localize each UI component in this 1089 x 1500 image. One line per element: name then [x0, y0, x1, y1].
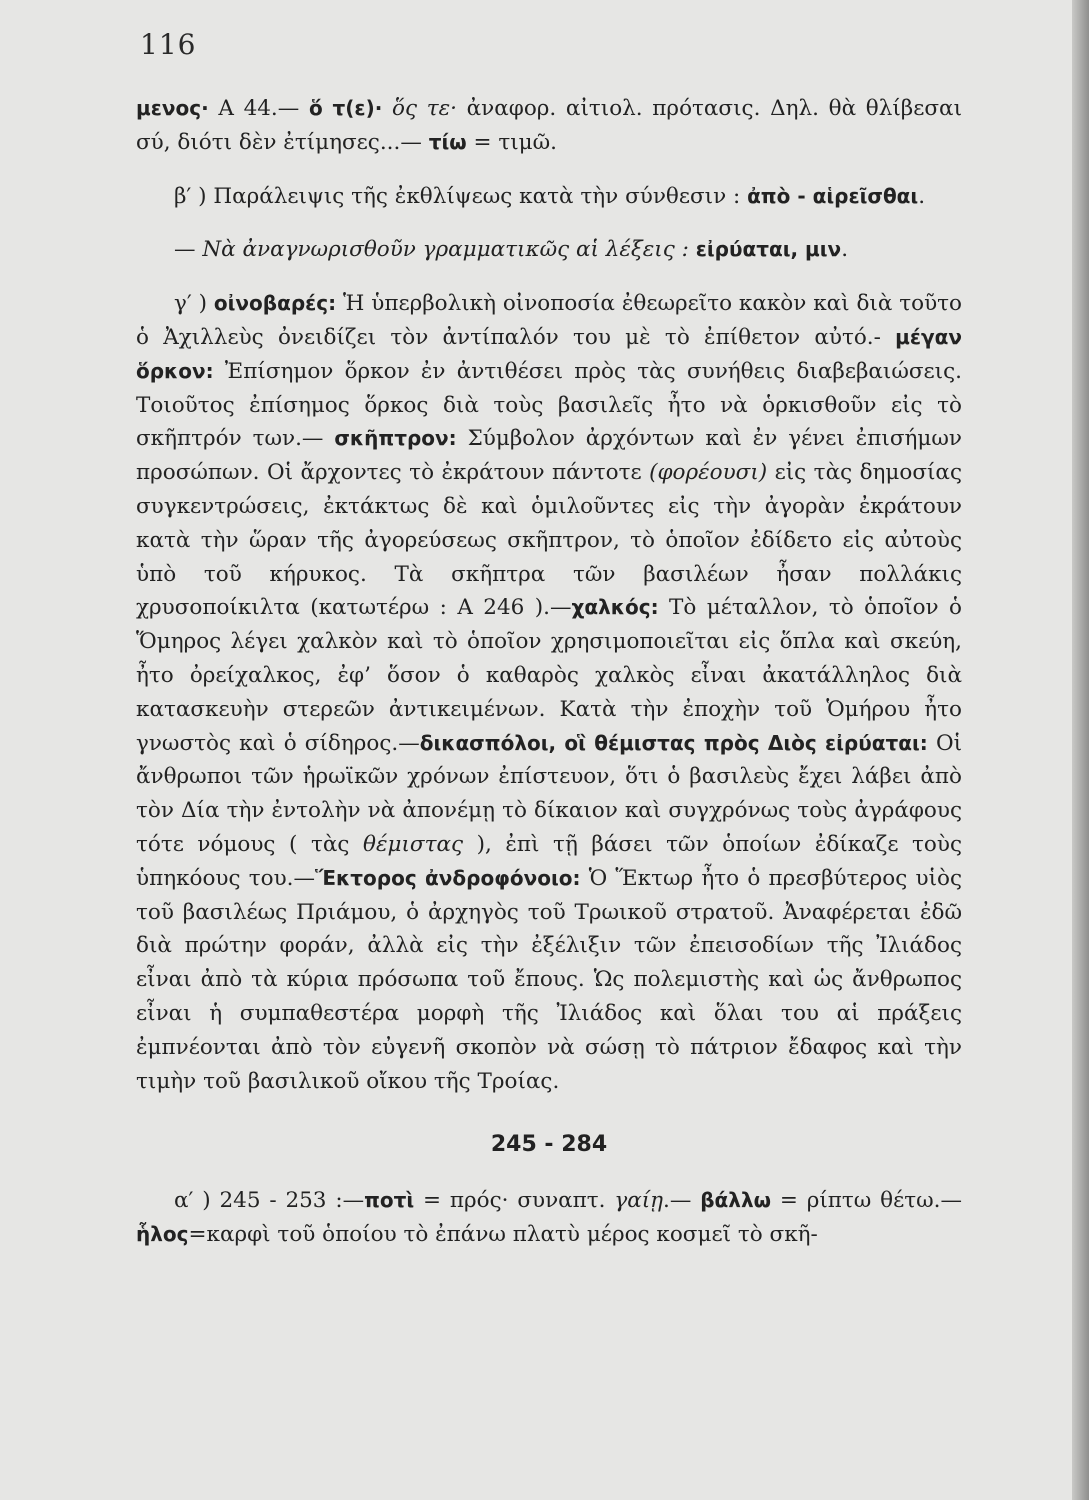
bold-term: τίω [428, 129, 467, 154]
text-run: = πρός· συναπτ. [414, 1188, 615, 1214]
book-binding-edge [1072, 0, 1089, 1500]
bold-term: μέγαν ὅρκον: [136, 324, 962, 383]
text-run: . [841, 237, 849, 263]
text-run: Ἐπίσημον ὅρκον ἐν ἀντιθέσει πρὸς τὰς συνήθεις διαβεβαιώσεις. Τοιοῦτος ἐπίσημος ὅρκος διὰ τοὺς βασιλεῖς ἦτο νὰ ὁρκισθοῦν εἰς τὸ σκῆπτρόν των.— [136, 358, 962, 452]
text-run: γ′ ) [174, 291, 214, 317]
bold-term: βάλλω [700, 1188, 771, 1213]
text-run: Ὁ Ἕκτωρ ἦτο ὁ πρεσβύτερος υἱὸς τοῦ βασιλέως Πριάμου, ὁ ἀρχηγὸς τοῦ Τρωικοῦ στρατοῦ. Ἀναφέρεται ἐδῶ διὰ πρώτην φοράν, ἀλλὰ εἰς τὴν ἐξέλιξιν τῶν ἐπεισοδίων τῆς Ἰλιάδος εἶναι ἀπὸ τὰ κύρια πρόσωπα τοῦ ἔπους. Ὡς πολεμιστὴς καὶ ὡς ἄνθρωπος εἶναι ἡ συμπαθεστέρα μορφὴ τῆς Ἰλιάδος καὶ ὅλαι του αἱ πράξεις ἐμπνέονται ἀπὸ τὸν εὐγενῆ σκοπὸν νὰ σώσῃ τὸ πάτριον ἔδαφος καὶ τὴν τιμὴν τοῦ βασιλικοῦ οἴκου τῆς Τροίας. [136, 865, 962, 1094]
text-run: Ἡ ὑπερβολικὴ οἰνοποσία ἐθεωρεῖτο κακὸν καὶ διὰ τοῦτο ὁ Ἀχιλλεὺς ὀνειδίζει τὸν ἀντίπαλόν του μὲ τὸ ἐπίθετον αὐτό.- [136, 291, 962, 350]
italic-text: ὅς τε· [392, 96, 457, 121]
text-run: = τιμῶ. [466, 129, 557, 155]
paragraph-section-alpha [136, 1184, 962, 1252]
bold-term: σκῆπτρον: [334, 426, 457, 451]
paragraph-gamma [136, 287, 962, 1098]
text-run: .— [663, 1188, 701, 1214]
text-run [382, 96, 392, 121]
bold-term: ἀπὸ - αἱρεῖσθαι [747, 183, 919, 208]
text-run: ἀναφορ. αἰτιολ. πρότασις. Δηλ. θὰ θλίβεσαι σύ, διότι δὲν ἐτίμησες...— [136, 96, 962, 155]
bold-term: Ἕκτορος ἀνδροφόνοιο: [315, 865, 581, 890]
bold-term: οἰνοβαρές: [213, 291, 337, 316]
text-run: β′ ) Παράλειψις τῆς ἐκθλίψεως κατὰ τὴν σύνθεσιν : [174, 183, 748, 209]
text-run: Α 44.— [208, 96, 309, 121]
page-content [136, 92, 962, 1252]
bold-term: μενος· [136, 96, 209, 120]
italic-text: Νὰ ἀναγνωρισθοῦν γραμματικῶς αἱ λέξεις : [202, 237, 689, 263]
text-run [689, 237, 696, 262]
text-run: — [174, 237, 203, 263]
page-number: 116 [140, 28, 197, 61]
text-run: ), ἐπὶ τῇ βάσει τῶν ὁποίων ἐδίκαζε τοὺς ὑπηκόους του.— [136, 831, 962, 891]
italic-text: (φορέουσι) [649, 460, 768, 486]
text-run: =καρφὶ τοῦ ὁποίου τὸ ἐπάνω πλατὺ μέρος κοσμεῖ τὸ σκῆ- [188, 1221, 818, 1247]
text-run: εἰς τὰς δημοσίας συγκεντρώσεις, ἐκτάκτως δὲ καὶ ὁμιλοῦντες εἰς τὴν ἀγορὰν ἐκράτουν κατὰ τὴν ὥραν τῆς ἀγορεύσεως σκῆπτρον, τὸ ὁποῖον ἐδίδετο εἰς αὐτοὺς ὑπὸ τοῦ κήρυκος. Τὰ σκῆπτρα τῶν βασιλέων ἦσαν πολλάκις χρυσοποίκιλτα (κατωτέρω : Α 246 ).— [136, 460, 962, 621]
text-run: α′ ) 245 - 253 :— [174, 1188, 365, 1214]
paragraph-exercise [136, 233, 962, 267]
bold-term: χαλκός: [571, 595, 659, 620]
italic-text: θέμιστας [363, 831, 464, 857]
italic-text: γαίῃ [614, 1188, 664, 1214]
bold-term: ποτὶ [364, 1188, 415, 1213]
text-run: Οἱ ἄνθρωποι τῶν ἡρωϊκῶν χρόνων ἐπίστευον, ὅτι ὁ βασιλεὺς ἔχει λάβει ἀπὸ τὸν Δία τὴν ἐντολὴν νὰ ἀπονέμῃ τὸ δίκαιον καὶ συγχρόνως τοὺς ἀγράφους τότε νόμους ( τὰς [136, 730, 962, 857]
text-run: Σύμβολον ἀρχόντων καὶ ἐν γένει ἐπισήμων προσώπων. Οἱ ἄρχοντες τὸ ἐκράτουν πάντοτε [136, 426, 962, 486]
bold-term: ὅ τ(ε)· [308, 96, 383, 120]
paragraph-alpha-end [136, 92, 962, 160]
bold-term: δικασπόλοι, οἳ θέμιστας πρὸς Διὸς εἰρύαται: [419, 730, 928, 755]
paragraph-beta [136, 180, 962, 214]
bold-term: εἰρύαται, μιν [695, 237, 842, 262]
text-run: . [918, 183, 926, 209]
section-heading: 245 - 284 [490, 1132, 608, 1158]
bold-term: ἧλος [136, 1221, 189, 1246]
text-run: = ρίπτω θέτω.— [771, 1188, 963, 1214]
text-run: Τὸ μέταλλον, τὸ ὁποῖον ὁ Ὅμηρος λέγει χαλκὸν καὶ τὸ ὁποῖον χρησιμοποιεῖται εἰς ὅπλα καὶ σκεύη, ἦτο ὀρείχαλκος, ἐφ’ ὅσον ὁ καθαρὸς χαλκὸς εἶναι ἀκατάλληλος διὰ κατασκευὴν στερεῶν ἀντικειμένων. Κατὰ τὴν ἐποχὴν τοῦ Ὁμήρου ἦτο γνωστὸς καὶ ὁ σίδηρος.— [136, 595, 962, 756]
